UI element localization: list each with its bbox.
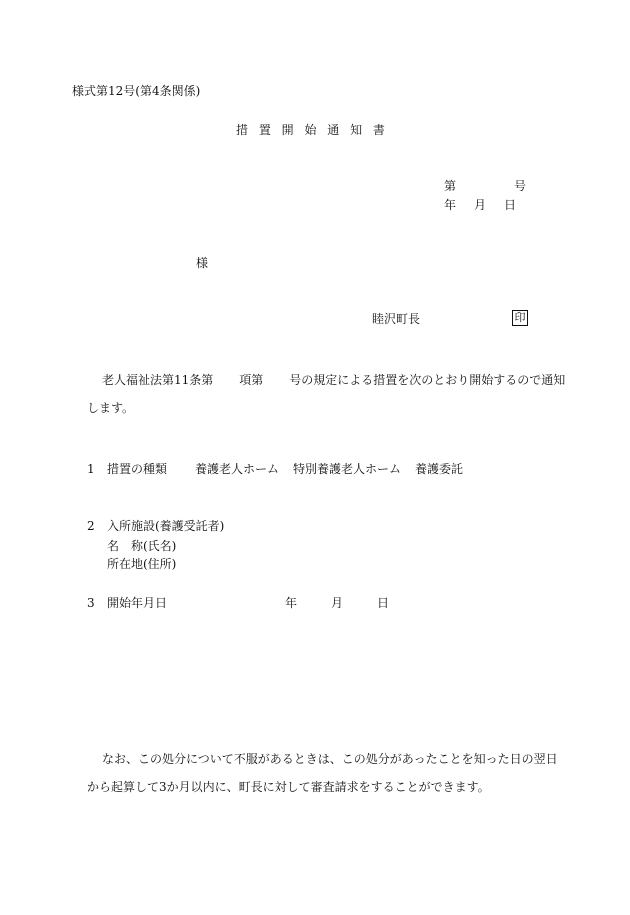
number-suffix: 号 bbox=[514, 179, 527, 193]
issuer-name: 睦沢町長 bbox=[372, 312, 421, 326]
document-title: 措 置 開 始 通 知 書 bbox=[236, 123, 389, 137]
issue-date-month: 月 bbox=[474, 198, 487, 212]
item-label: 措置の種類 bbox=[107, 462, 168, 476]
appeal-note-line-1: なお、この処分について不服があるときは、この処分があったことを知った日の翌日 bbox=[102, 752, 558, 766]
body-clause: 号の規定による措置を次のとおり開始するので通知 bbox=[289, 373, 566, 387]
body-line-1 bbox=[102, 374, 565, 386]
facility-name-label: 名 称(氏名) bbox=[107, 539, 177, 553]
item-label: 入所施設(養護受託者) bbox=[107, 519, 225, 533]
item-measure-type bbox=[87, 463, 463, 475]
item-start-date bbox=[87, 597, 389, 609]
facility-address-label: 所在地(住所) bbox=[107, 557, 177, 571]
issue-date-day: 日 bbox=[504, 198, 517, 212]
number-prefix: 第 bbox=[444, 179, 457, 193]
issue-date-line bbox=[444, 199, 516, 211]
start-date-year: 年 bbox=[285, 596, 298, 610]
option-special-nursing-home: 特別養護老人ホーム bbox=[293, 462, 402, 476]
appeal-note-line-2: から起算して3か月以内に、町長に対して審査請求をすることができます。 bbox=[87, 780, 490, 794]
start-date-day: 日 bbox=[377, 596, 390, 610]
item-number: 2 bbox=[87, 519, 95, 533]
recipient-honorific: 様 bbox=[196, 256, 209, 270]
item-number: 1 bbox=[87, 462, 95, 476]
option-foster-care: 養護委託 bbox=[415, 462, 464, 476]
item-facility bbox=[87, 520, 224, 532]
issue-date-year: 年 bbox=[444, 198, 457, 212]
option-nursing-home: 養護老人ホーム bbox=[195, 462, 280, 476]
start-date-month: 月 bbox=[331, 596, 344, 610]
item-number: 3 bbox=[87, 596, 95, 610]
item-label: 開始年月日 bbox=[107, 596, 168, 610]
form-number: 様式第12号(第4条関係) bbox=[72, 84, 201, 98]
body-line-2: します。 bbox=[87, 401, 135, 415]
seal-mark: 印 bbox=[512, 310, 528, 326]
document-number-line bbox=[444, 180, 526, 192]
body-paragraph: 項第 bbox=[239, 373, 264, 387]
body-law-article: 老人福祉法第11条第 bbox=[102, 373, 214, 387]
